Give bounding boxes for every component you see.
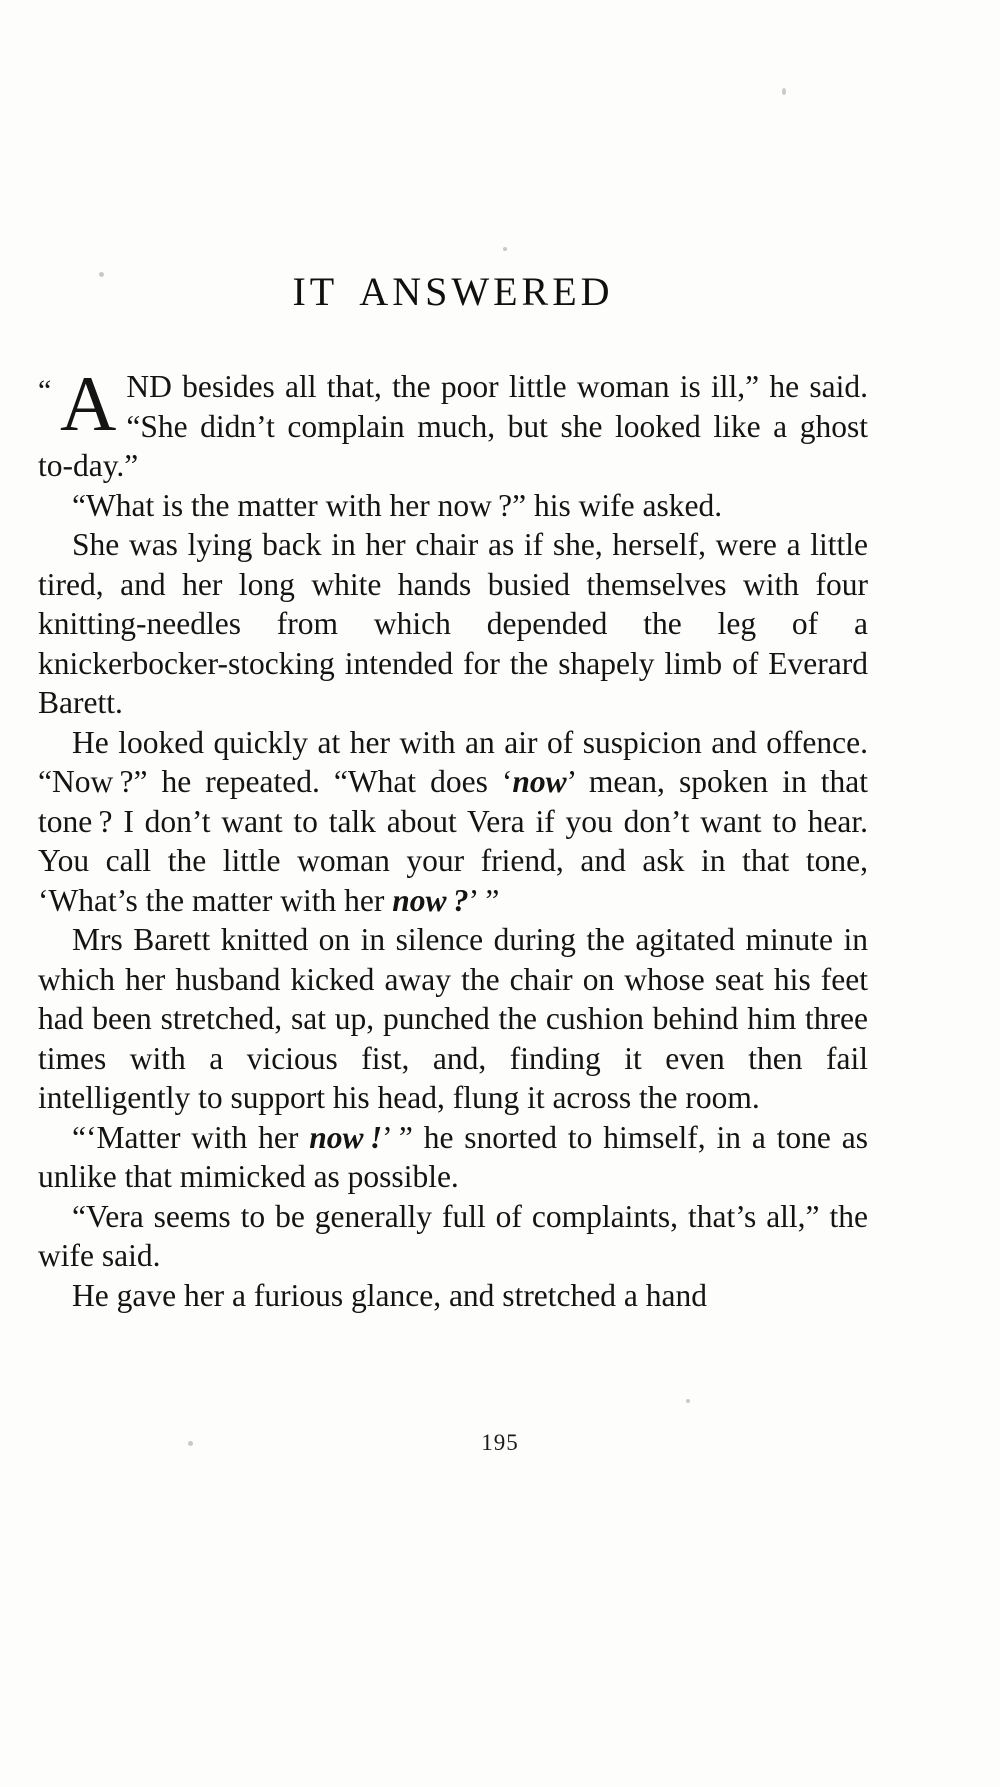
paragraph-text: ’ ” he snorted to himself, in a tone as unlike that mimicked as possible. bbox=[38, 1119, 868, 1194]
page-title: IT ANSWERED bbox=[292, 269, 614, 314]
paragraph-text: “What is the matter with her now ?” his wife asked. bbox=[72, 487, 723, 523]
paragraph-text: Mrs Barett knitted on in silence during the agitated minute in which her husband kicked away the chair on whose seat his feet had been stretched, sat up, punched the cushion behind him three times with a vicious fist, and, finding it even then fail intelligently to support his head, flung it across the room. bbox=[38, 922, 868, 1115]
paragraph-text: “‘Matter with her bbox=[72, 1119, 310, 1155]
paragraph-text: He gave her a furious glance, and stretched a hand bbox=[72, 1277, 707, 1313]
paragraph-text: “Vera seems to be generally full of complaints, that’s all,” the wife said. bbox=[38, 1198, 868, 1273]
paragraph-4 bbox=[38, 723, 868, 921]
paper-speck bbox=[686, 1399, 690, 1403]
paragraph-7 bbox=[38, 1197, 868, 1276]
paragraph-6 bbox=[38, 1118, 868, 1197]
paragraph-8 bbox=[38, 1276, 868, 1316]
paragraph-2 bbox=[38, 486, 868, 526]
paper-speck bbox=[503, 247, 507, 251]
emphasis-now: now bbox=[512, 764, 567, 799]
paragraph-3 bbox=[38, 525, 868, 723]
emphasis-now: now ? bbox=[392, 882, 469, 918]
paragraph-5 bbox=[38, 920, 868, 1118]
paper-speck bbox=[782, 88, 786, 95]
page-text-block bbox=[38, 268, 868, 1315]
paragraph-text: ’ mean, spoken in that tone ? I don’t want to talk about Vera if you don’t want to hear. You call the little woman your friend, and ask in that tone, ‘What’s the matter with her bbox=[38, 764, 868, 918]
drop-capital: A bbox=[60, 360, 117, 447]
paragraph-text: ND besides all that, the poor little woman is ill,” he said. “She didn’t complain much, but she looked like a ghost to-day.” bbox=[38, 369, 868, 483]
paragraph-text: She was lying back in her chair as if she, herself, were a little tired, and her long white hands busied themselves with four knitting-needles from which depended the leg of a knickerbocker-stocking intended for the shapely limb of Everard Barett. bbox=[38, 527, 868, 720]
opening-quote-mark: “ bbox=[38, 374, 52, 407]
paragraph-text: He looked quickly at her with an air of suspicion and offence. “Now ?” he repeated. “What does ‘ bbox=[38, 724, 868, 799]
page-number: 195 bbox=[481, 1430, 519, 1455]
paragraph-text: ’ ” bbox=[468, 882, 500, 918]
emphasis-now: now ! bbox=[309, 1119, 383, 1155]
paragraph-1 bbox=[38, 360, 868, 486]
